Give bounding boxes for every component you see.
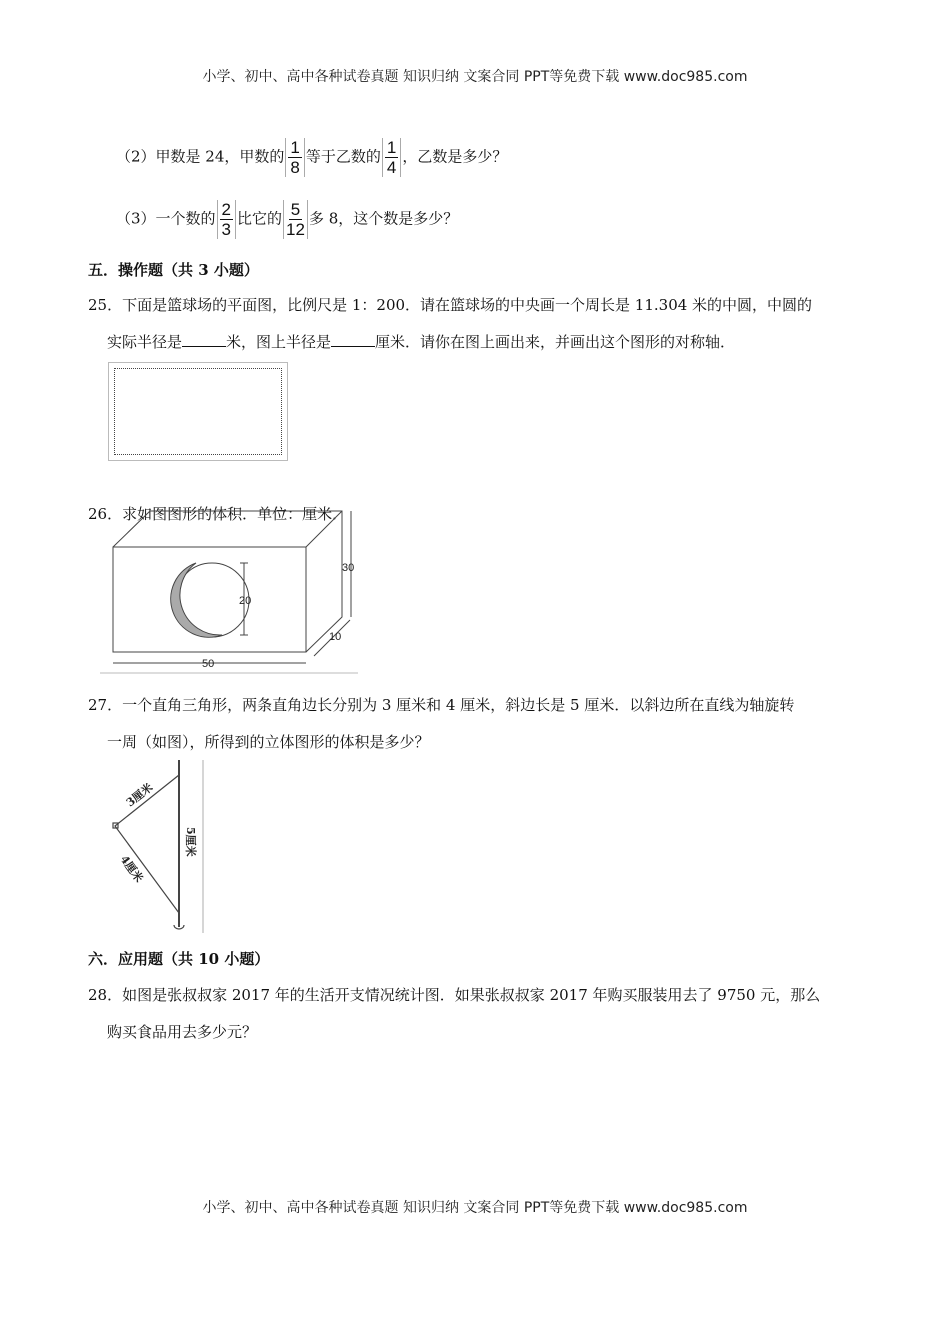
- section-5-heading: 五．操作题（共 3 小题）: [88, 261, 259, 279]
- question-26: 26．求如图图形的体积．单位：厘米．: [88, 505, 348, 523]
- q3-text: 多 8，这个数是多少？: [308, 209, 459, 228]
- length-label: 50: [202, 658, 215, 670]
- q3-text: 比它的: [237, 209, 283, 228]
- triangle-figure: [100, 755, 220, 940]
- q3-text: （3）一个数的: [116, 209, 216, 228]
- leg-4-label: 4厘米: [117, 853, 146, 885]
- question-27-line1: 27．一个直角三角形，两条直角边长分别为 3 厘米和 4 厘米，斜边长是 5 厘米．以斜边所在直线为轴旋转: [88, 696, 795, 714]
- crescent-shading: [171, 563, 222, 637]
- q2-text: ，乙数是多少？: [402, 147, 508, 166]
- section-6-heading: 六．应用题（共 10 小题）: [88, 950, 270, 968]
- question-25-line2: 实际半径是 米，图上半径是 厘米．请你在图上画出来，并画出这个图形的对称轴．: [107, 333, 736, 351]
- fraction: $\frac{1}{8}$: [285, 138, 304, 177]
- fraction: $\frac{1}{4}$: [382, 138, 401, 177]
- diameter-label: 20: [239, 595, 252, 607]
- question-27-line2: 一周（如图），所得到的立体图形的体积是多少？: [107, 733, 430, 751]
- page-footer: 小学、初中、高中各种试卷真题 知识归纳 文案合同 PPT等免费下载 www.doc985.com: [202, 1200, 748, 1216]
- answer-blank[interactable]: [331, 332, 375, 347]
- question-28-line2: 购买食品用去多少元？: [107, 1023, 258, 1041]
- box-figure: [100, 500, 370, 680]
- court-outline: [114, 368, 282, 455]
- page-header: 小学、初中、高中各种试卷真题 知识归纳 文案合同 PPT等免费下载 www.doc985.com: [202, 69, 748, 85]
- leg-3-label: 3厘米: [123, 780, 156, 810]
- hypotenuse-label: 5厘米: [184, 827, 197, 857]
- q2-text: 等于乙数的: [305, 147, 381, 166]
- question-3: [116, 200, 458, 239]
- question-25-line1: 25．下面是篮球场的平面图，比例尺是 1：200．请在篮球场的中央画一个周长是 11.304 米的中圆，中圆的: [88, 296, 813, 314]
- height-label: 30: [342, 562, 355, 574]
- q2-text: （2）甲数是 24，甲数的: [116, 147, 285, 166]
- fraction: $\frac{5}{12}$: [283, 200, 308, 239]
- answer-blank[interactable]: [182, 332, 226, 347]
- depth-label: 10: [329, 631, 342, 643]
- basketball-court-figure: [108, 362, 288, 461]
- question-2: [116, 138, 507, 177]
- question-28-line1: 28．如图是张叔叔家 2017 年的生活开支情况统计图．如果张叔叔家 2017 年购买服装用去了 9750 元，那么: [88, 986, 821, 1004]
- fraction: $\frac{2}{3}$: [217, 200, 236, 239]
